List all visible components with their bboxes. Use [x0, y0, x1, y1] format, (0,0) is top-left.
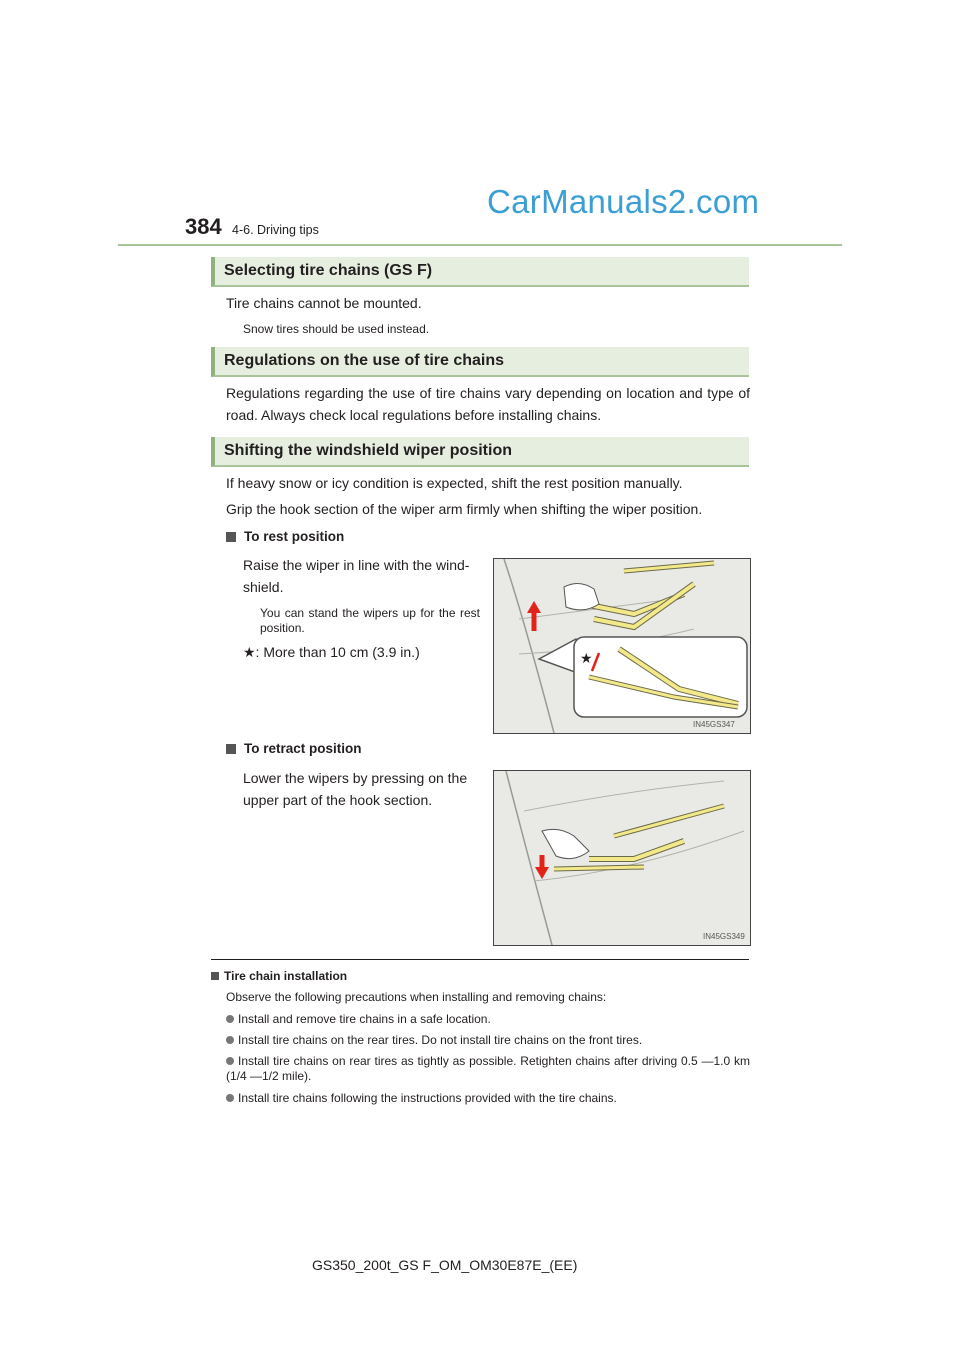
header-divider [118, 244, 842, 246]
bullet-dot-icon [226, 1057, 234, 1065]
wiper-retract-illustration [493, 770, 751, 946]
paragraph: If heavy snow or icy condition is expected, shift the rest position manually. [226, 475, 683, 491]
notes-divider [211, 959, 749, 960]
notes-item: Install tire chains on rear tires as tightly as possible. Retighten chains after driving 0.5 —1.0 km (1/4 —1/2 mile). [226, 1054, 750, 1083]
bullet-dot-icon [226, 1036, 234, 1044]
section-title: Shifting the windshield wiper position [224, 442, 512, 459]
paragraph: Grip the hook section of the wiper arm firmly when shifting the wiper position. [226, 501, 703, 517]
square-bullet-icon [211, 972, 219, 980]
paragraph-note: Snow tires should be used instead. [243, 322, 430, 336]
figure-code: IN45GS349 [703, 932, 745, 941]
paragraph: Tire chains cannot be mounted. [226, 295, 422, 311]
star-note: ★: More than 10 cm (3.9 in.) [243, 644, 420, 660]
subheading-retract-position: To retract position [226, 741, 362, 756]
paragraph-note: You can stand the wipers up for the rest position. [260, 606, 480, 635]
subheading-rest-position: To rest position [226, 529, 344, 544]
paragraph: Regulations regarding the use of tire chains vary depending on location and type of road. Always check local regulations before installing chains. [226, 385, 750, 423]
wiper-rest-drawing [494, 559, 750, 733]
section-title: Regulations on the use of tire chains [224, 352, 505, 369]
notes-item: Install tire chains following the instructions provided with the tire chains. [226, 1091, 617, 1106]
bullet-dot-icon [226, 1094, 234, 1102]
notes-item: Install and remove tire chains in a safe location. [226, 1012, 491, 1027]
bullet-dot-icon [226, 1015, 234, 1023]
notes-item: Install tire chains on the rear tires. Do not install tire chains on the front tires. [226, 1033, 642, 1048]
square-bullet-icon [226, 744, 236, 754]
chapter-title: 4-6. Driving tips [232, 223, 319, 237]
page-number: 384 [185, 214, 222, 239]
section-title: Selecting tire chains (GS F) [224, 262, 433, 279]
wiper-retract-drawing [494, 771, 750, 945]
paragraph: Lower the wipers by pressing on the upper part of the hook section. [243, 770, 468, 808]
figure-code: IN45GS347 [693, 720, 735, 729]
notes-intro: Observe the following precautions when installing and removing chains: [226, 990, 607, 1004]
section-heading-regulations [211, 347, 749, 377]
section-heading-wiper-position [211, 437, 749, 467]
square-bullet-icon [226, 532, 236, 542]
watermark-link[interactable]: CarManuals2.com [487, 183, 760, 220]
svg-text:★: ★ [580, 651, 593, 667]
section-heading-tire-chains-gsf [211, 257, 749, 287]
notes-heading: Tire chain installation [211, 969, 347, 983]
paragraph: Raise the wiper in line with the wind-shield. [243, 557, 470, 595]
wiper-rest-illustration [493, 558, 751, 734]
document-code-footer: GS350_200t_GS F_OM_OM30E87E_(EE) [312, 1257, 578, 1273]
